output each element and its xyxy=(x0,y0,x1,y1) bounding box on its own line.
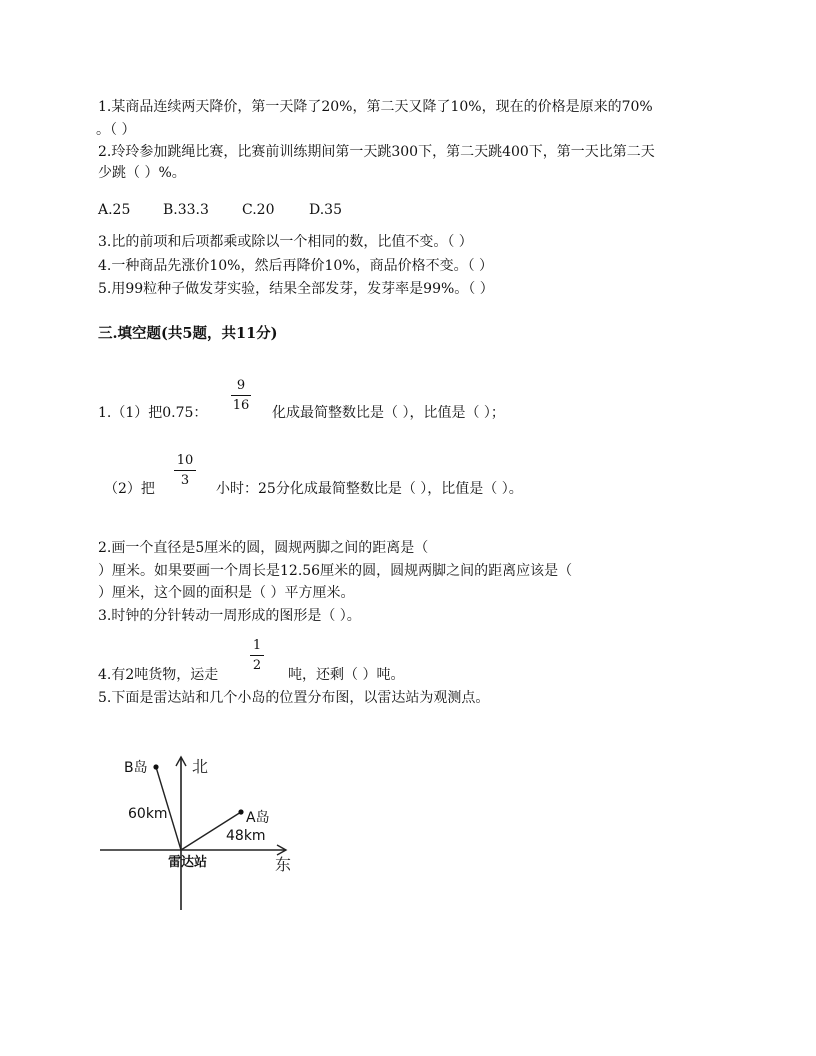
distance-a-label: 48km xyxy=(226,828,266,844)
judge-q2-line2: 少跳（ ）%。 xyxy=(98,165,186,181)
judge-q2-line1: 2.玲玲参加跳绳比赛，比赛前训练期间第一天跳300下，第二天跳400下，第一天比第二天 xyxy=(98,144,655,160)
fill-q5: 5.下面是雷达站和几个小岛的位置分布图，以雷达站为观测点。 xyxy=(98,690,490,706)
fill-q2-line2: ）厘米。如果要画一个周长是12.56厘米的圆，圆规两脚之间的距离应该是（ xyxy=(98,563,573,579)
distance-b-label: 60km xyxy=(128,806,168,822)
judge-q2-option-d: D.35 xyxy=(309,202,342,218)
island-a-label: A岛 xyxy=(246,810,270,826)
east-label: 东 xyxy=(275,855,292,874)
judge-q1-line2: 。（ ） xyxy=(96,122,136,138)
fill-q1a-suffix: 化成最简整数比是（ ），比值是（ ）； xyxy=(272,405,505,421)
fraction-denominator: 2 xyxy=(252,658,262,673)
north-label: 北 xyxy=(192,757,209,776)
island-a-point xyxy=(238,809,243,814)
fraction-numerator: 1 xyxy=(252,638,262,653)
island-b-point xyxy=(153,764,158,769)
judge-q2-option-c: C.20 xyxy=(242,202,275,218)
fill-q4-prefix: 4.有2吨货物，运走 xyxy=(98,667,219,683)
judge-q4: 4.一种商品先涨价10%，然后再降价10%，商品价格不变。（ ） xyxy=(98,258,494,274)
island-b-label: B岛 xyxy=(124,760,148,776)
judge-q3: 3.比的前项和后项都乘或除以一个相同的数，比值不变。（ ） xyxy=(98,234,473,250)
judge-q2-option-b: B.33.3 xyxy=(163,202,209,218)
fill-q1b-suffix: 小时：25分化成最简整数比是（ ），比值是（ ）。 xyxy=(216,481,523,497)
fraction-numerator: 9 xyxy=(236,378,246,393)
fill-q1a-prefix: 1.（1）把0.75： xyxy=(98,405,208,421)
judge-q1-line1: 1.某商品连续两天降价，第一天降了20%，第二天又降了10%，现在的价格是原来的70% xyxy=(98,99,653,115)
fraction-denominator: 3 xyxy=(180,473,190,488)
judge-q2-option-a: A.25 xyxy=(98,202,131,218)
fill-q4-suffix: 吨，还剩（ ）吨。 xyxy=(288,667,405,683)
fill-q1b-prefix: （2）把 xyxy=(104,481,155,497)
judge-q5: 5.用99粒种子做发芽实验，结果全部发芽，发芽率是99%。（ ） xyxy=(98,281,494,297)
fraction-numerator: 10 xyxy=(176,453,194,468)
fill-q3: 3.时钟的分针转动一周形成的图形是（ ）。 xyxy=(98,608,361,624)
fill-q2-line1: 2.画一个直径是5厘米的圆，圆规两脚之间的距离是（ xyxy=(98,540,429,556)
station-label: 雷达站 xyxy=(168,855,208,870)
section-heading: 三.填空题(共5题，共11分) xyxy=(98,325,278,342)
fill-q2-line3: ）厘米，这个圆的面积是（ ）平方厘米。 xyxy=(98,585,355,601)
fraction-denominator: 16 xyxy=(232,398,250,413)
